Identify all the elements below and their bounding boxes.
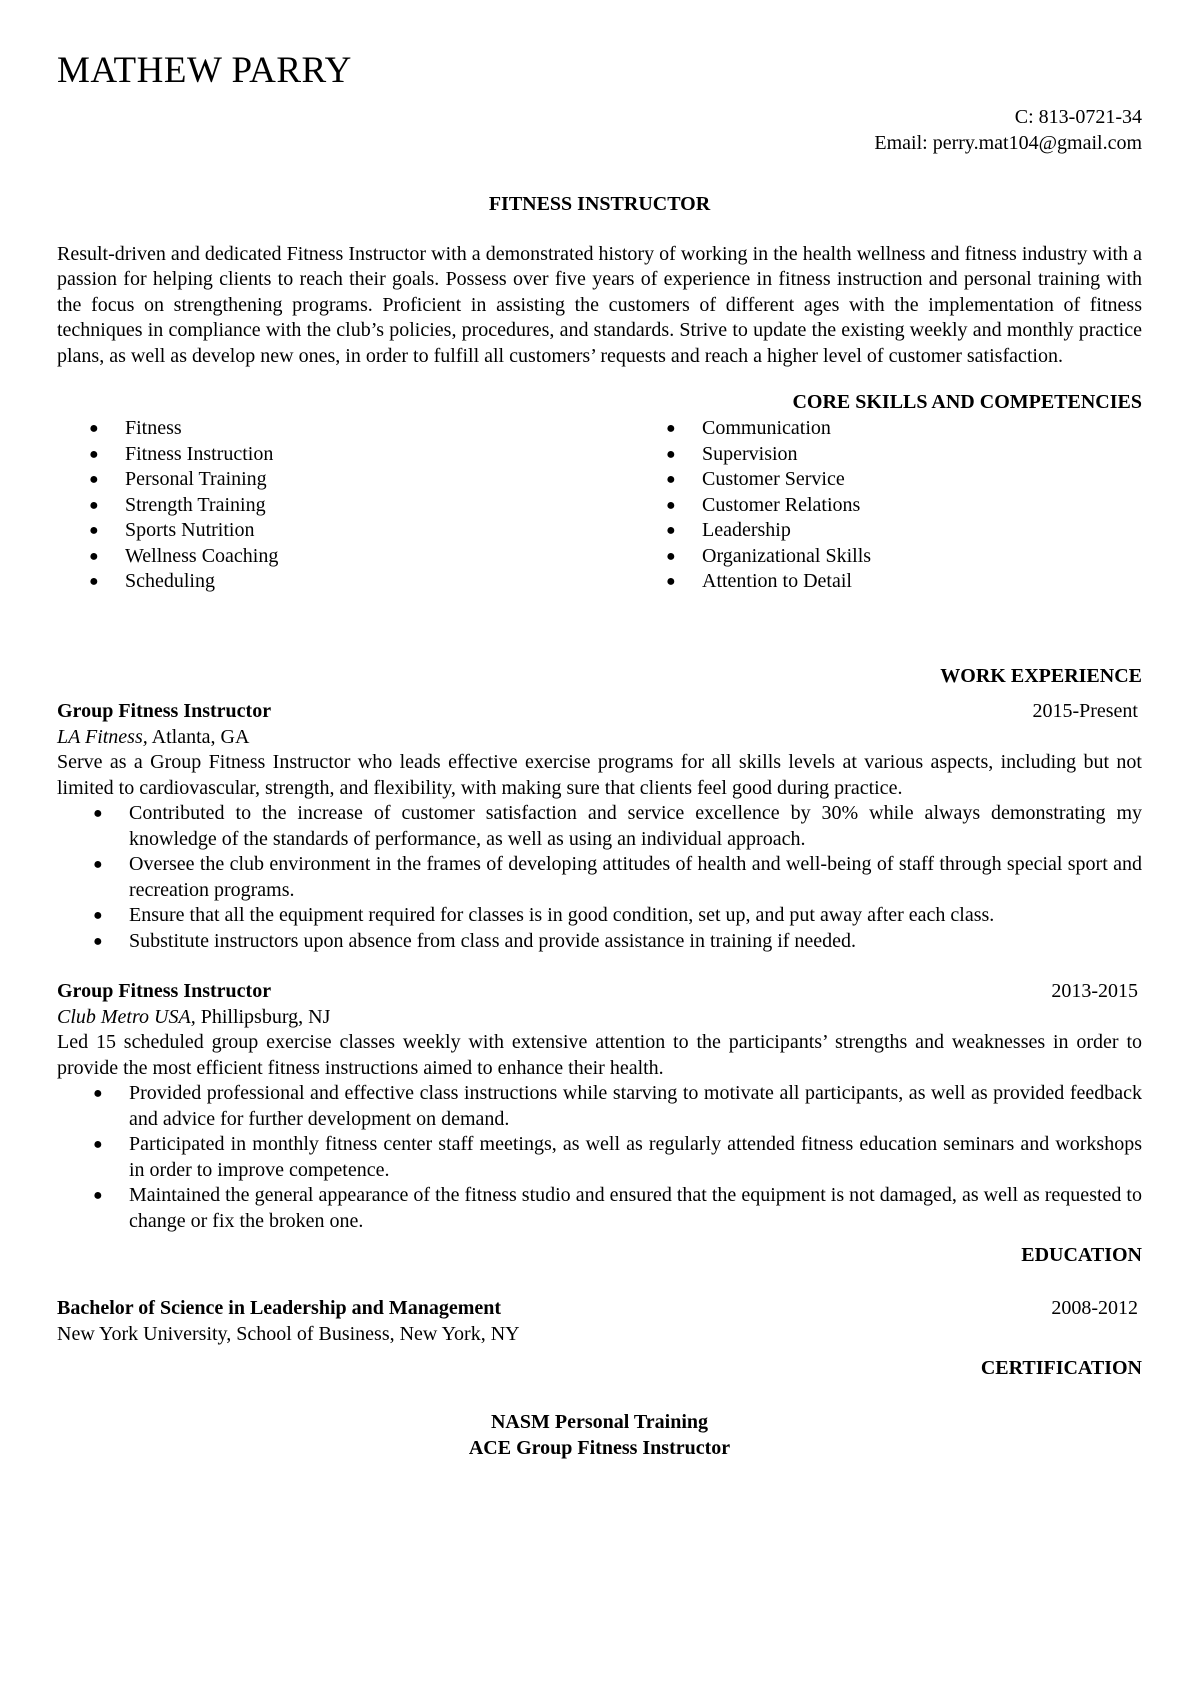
certification-item: ACE Group Fitness Instructor xyxy=(468,1436,731,1459)
degree-name: Bachelor of Science in Leadership and Management xyxy=(57,1297,502,1319)
skill-item: ● Supervision xyxy=(666,442,871,468)
bullet-icon: ● xyxy=(93,932,103,950)
education-heading: EDUCATION xyxy=(1021,1244,1142,1266)
skill-item: ● Customer Service xyxy=(666,467,871,493)
professional-summary: Result-driven and dedicated Fitness Instructor with a demonstrated history of working in the health wellness and fitness industry with a passion for helping clients to reach their goals. Possess over five years of experience in fitness instruction and personal training with the focus on strengthening programs. Proficient in assisting the customers of different ages with the implementation of fitness techniques in compliance with the club’s policies, procedures, and standards. Strive to update the existing weekly and monthly practice plans, as well as develop new ones, in order to fulfill all customers’ requests and reach a higher level of customer satisfaction. xyxy=(57,243,1142,367)
skill-item: ● Attention to Detail xyxy=(666,569,871,595)
bullet-icon: ● xyxy=(93,856,103,873)
company-name: Club Metro USA, xyxy=(57,1005,196,1028)
bullet-icon: ● xyxy=(666,547,676,565)
bullet-icon: ● xyxy=(93,1187,103,1204)
bullet-icon: ● xyxy=(666,522,676,539)
skill-item: ● Organizational Skills xyxy=(666,544,871,570)
skills-list-right xyxy=(666,416,871,595)
education-dates: 2008-2012 xyxy=(1051,1297,1138,1319)
achievement-item: ● Substitute instructors upon absence from class and provide assistance in training if needed. xyxy=(57,929,1142,955)
bullet-icon: ● xyxy=(93,907,103,924)
skill-item: ● Fitness Instruction xyxy=(89,442,278,468)
skill-item: ● Customer Relations xyxy=(666,493,871,519)
employer xyxy=(57,1005,1142,1031)
achievement-item: ● Ensure that all the equipment required for classes is in good condition, set up, and put away after each class. xyxy=(57,903,1142,929)
skill-item: ● Communication xyxy=(666,416,871,442)
achievement-item: ● Participated in monthly fitness center staff meetings, as well as regularly attended fitness education seminars and workshops in order to improve competence. xyxy=(93,1133,1142,1181)
skill-item: ● Personal Training xyxy=(89,467,278,493)
job-title: Group Fitness Instructor xyxy=(57,700,272,722)
skill-item: ● Wellness Coaching xyxy=(89,544,278,570)
bullet-icon: ● xyxy=(89,471,99,488)
school-name: New York University, School of Business, New York, NY xyxy=(57,1322,520,1345)
achievement-item: ● Provided professional and effective class instructions while starving to motivate all participants, as well as provided feedback and advice for further development on demand. xyxy=(93,1082,1142,1130)
certification-list xyxy=(57,1410,1142,1461)
skills-heading: CORE SKILLS AND COMPETENCIES xyxy=(792,391,1142,413)
bullet-icon: ● xyxy=(89,445,99,463)
achievement-item: ● Oversee the club environment in the frames of developing attitudes of health and well-being of staff through special sport and recreation programs. xyxy=(93,853,1142,901)
work-experience-heading: WORK EXPERIENCE xyxy=(940,665,1142,687)
education-entry xyxy=(57,1296,1142,1347)
job-target-title: FITNESS INSTRUCTOR xyxy=(488,193,711,215)
phone-number: C: 813-0721-34 xyxy=(1014,106,1142,128)
employer xyxy=(57,725,1142,751)
job-title: Group Fitness Instructor xyxy=(57,980,272,1002)
job-dates: 2013-2015 xyxy=(1051,980,1138,1002)
bullet-icon: ● xyxy=(89,573,99,590)
bullet-icon: ● xyxy=(89,547,99,565)
contact-block xyxy=(874,104,1142,156)
achievement-item: ● Maintained the general appearance of the fitness studio and ensured that the equipment is not damaged, as well as requested to change or fix the broken one. xyxy=(93,1184,1142,1232)
bullet-icon: ● xyxy=(89,420,99,437)
bullet-icon: ● xyxy=(666,420,676,437)
job-entry xyxy=(57,979,1142,1234)
company-location: Phillipsburg, NJ xyxy=(195,1005,331,1028)
job-achievements xyxy=(57,1081,1142,1234)
bullet-icon: ● xyxy=(93,805,103,822)
bullet-icon: ● xyxy=(93,1085,103,1102)
job-description: Led 15 scheduled group exercise classes weekly with extensive attention to the participants’ strengths and weaknesses in order to provide the most efficient fitness instructions aimed to enhance their health. xyxy=(57,1031,1142,1079)
achievement-item: ● Contributed to the increase of customer satisfaction and service excellence by 30% while always demonstrating my knowledge of the standards of performance, as well as using an individual approach. xyxy=(93,802,1142,850)
skill-item: ● Strength Training xyxy=(89,493,278,519)
company-name: LA Fitness, xyxy=(57,725,148,748)
candidate-name: MATHEW PARRY xyxy=(57,50,352,91)
skill-item: ● Sports Nutrition xyxy=(89,518,278,544)
job-entry xyxy=(57,699,1142,954)
bullet-icon: ● xyxy=(89,496,99,514)
skill-item: ● Fitness xyxy=(89,416,278,442)
job-achievements xyxy=(57,801,1142,954)
skill-item: ● Leadership xyxy=(666,518,871,544)
email-address: Email: perry.mat104@gmail.com xyxy=(874,132,1142,154)
bullet-icon: ● xyxy=(89,522,99,539)
certification-item: NASM Personal Training xyxy=(490,1411,709,1433)
bullet-icon: ● xyxy=(666,445,676,463)
job-description: Serve as a Group Fitness Instructor who leads effective exercise programs for all skills levels at various aspects, including but not limited to cardiovascular, strength, and flexibility, with making sure that clients feel good during practice. xyxy=(57,751,1142,799)
certification-heading: CERTIFICATION xyxy=(980,1357,1142,1379)
bullet-icon: ● xyxy=(93,1136,103,1153)
bullet-icon: ● xyxy=(666,573,676,590)
company-location: Atlanta, GA xyxy=(147,725,250,748)
skill-item: ● Scheduling xyxy=(89,569,278,595)
skills-list-left xyxy=(89,416,278,595)
bullet-icon: ● xyxy=(666,496,676,514)
job-dates: 2015-Present xyxy=(1032,700,1138,722)
bullet-icon: ● xyxy=(666,471,676,488)
